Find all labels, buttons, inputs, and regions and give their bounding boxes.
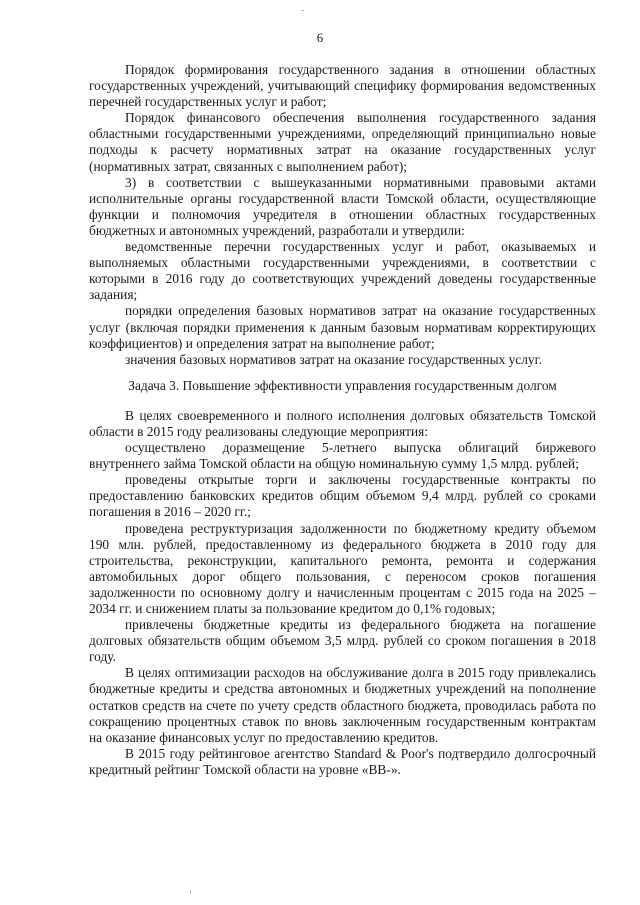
paragraph: В целях оптимизации расходов на обслуживание долга в 2015 году привлекались бюджетные кредиты и средства автономных и бюджетных учреждений на пополнение остатков средств на счете по учету средств областного бюджета, проводилась работа по сокращению процентных ставок по вновь заключенным государственным контрактам на оказание финансовых услуг по предоставлению кредитов.	[89, 665, 596, 745]
scan-mark	[301, 10, 304, 11]
scan-mark	[190, 890, 191, 894]
section-heading: Задача 3. Повышение эффективности управления государственным долгом	[128, 377, 557, 393]
page-number: 6	[316, 30, 324, 45]
document-body	[89, 62, 596, 778]
paragraph: 3) в соответствии с вышеуказанными нормативными правовыми актами исполнительные органы государственной власти Томской области, осуществляющие функции и полномочия учредителя в отношении областных государственных бюджетных и автономных учреждений, разработали и утвердили:	[89, 174, 596, 238]
paragraph: порядки определения базовых нормативов затрат на оказание государственных услуг (включая порядки применения к данным базовым нормативам корректирующих коэффициентов) и определения затрат на выполнение работ;	[89, 303, 596, 351]
paragraph: привлечены бюджетные кредиты из федерального бюджета на погашение долговых обязательств общим объемом 3,5 млрд. рублей со сроком погашения в 2018 году.	[89, 617, 596, 665]
paragraph: проведены открытые торги и заключены государственные контракты по предоставлению банковских кредитов общим объемом 9,4 млрд. рублей со сроками погашения в 2016 – 2020 гг.;	[89, 472, 596, 520]
paragraph: осуществлено доразмещение 5-летнего выпуска облигаций биржевого внутреннего займа Томской области на общую номинальную сумму 1,5 млрд. рублей;	[89, 440, 596, 472]
paragraph: проведена реструктуризация задолженности по бюджетному кредиту объемом 190 млн. рублей, предоставленному из федерального бюджета в 2010 году для строительства, реконструкции, капитального ремонта, ремонта и содержания автомобильных дорог общего пользования, с переносом сроков погашения задолженности по основному долгу и начисленным процентам с 2015 года на 2025 – 2034 гг. и снижением платы за пользование кредитом до 0,1% годовых;	[89, 520, 596, 616]
paragraph: ведомственные перечни государственных услуг и работ, оказываемых и выполняемых областными государственными учреждениями, в соответствии с которыми в 2016 году до соответствующих учреждений доведены государственные задания;	[89, 239, 596, 303]
paragraph: значения базовых нормативов затрат на оказание государственных услуг.	[125, 351, 542, 367]
paragraph: В целях своевременного и полного исполнения долговых обязательств Томской области в 2015 году реализованы следующие мероприятия:	[89, 407, 596, 439]
paragraph: Порядок финансового обеспечения выполнения государственного задания областными государственными учреждениями, определяющий принципиально новые подходы к расчету нормативных затрат на оказание государственных услуг (нормативных затрат, связанных с выполнением работ);	[89, 110, 596, 174]
paragraph: Порядок формирования государственного задания в отношении областных государственных учреждений, учитывающий специфику формирования ведомственных перечней государственных услуг и работ;	[89, 62, 596, 110]
paragraph: В 2015 году рейтинговое агентство Standard & Poor's подтвердило долгосрочный кредитный рейтинг Томской области на уровне «BB-».	[89, 745, 596, 777]
